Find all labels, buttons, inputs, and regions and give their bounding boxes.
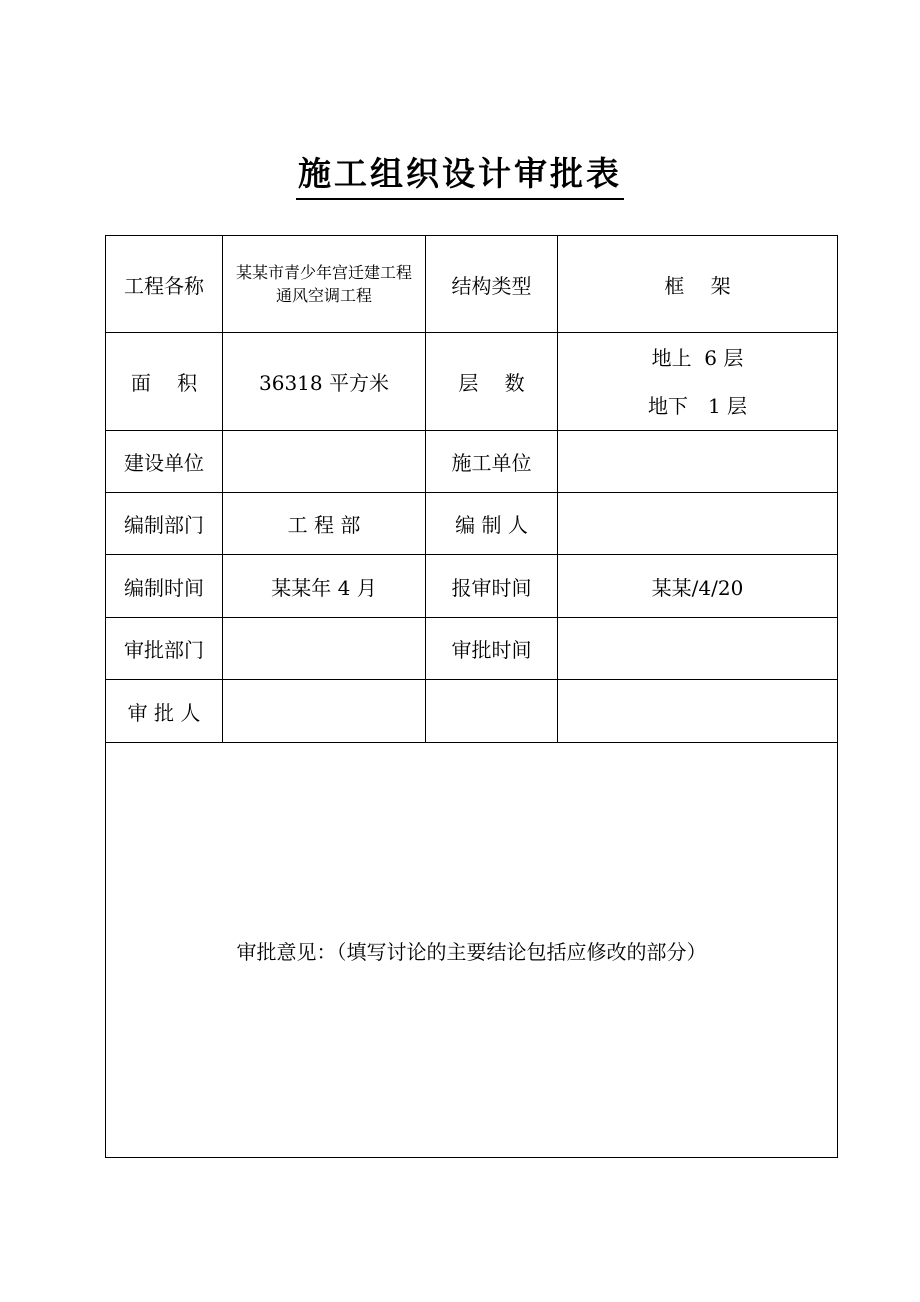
- approve-time-field[interactable]: [558, 618, 838, 680]
- contractor-label: 施工单位: [426, 431, 558, 493]
- approve-dept-label: 审批部门: [106, 618, 223, 680]
- submit-time-field[interactable]: 某某/4/20: [558, 555, 838, 618]
- prepare-dept-field[interactable]: 工 程 部: [223, 493, 426, 555]
- preparer-field[interactable]: [558, 493, 838, 555]
- preparer-label: 编 制 人: [426, 493, 558, 555]
- project-name-field[interactable]: [223, 236, 426, 333]
- approver-field[interactable]: [223, 680, 426, 743]
- project-name-line1: 某某市青少年宫迁建工程: [235, 263, 412, 282]
- project-name-line2: 通风空调工程: [275, 286, 372, 305]
- floors-label: 层 数: [426, 333, 558, 431]
- row-opinion: [106, 743, 838, 1158]
- prepare-dept-label: 编制部门: [106, 493, 223, 555]
- area-field[interactable]: 36318 平方米: [223, 333, 426, 431]
- floors-above-ground: 地上 6 层: [651, 345, 744, 370]
- page-title-text: 施工组织设计审批表: [296, 152, 624, 200]
- area-label: 面 积: [106, 333, 223, 431]
- approval-opinion-label: 审批意见：（填写讨论的主要结论包括应修改的部分）: [236, 939, 707, 964]
- contractor-field[interactable]: [558, 431, 838, 493]
- floors-below-ground: 地下 1 层: [647, 393, 748, 418]
- row-prepare-time: [106, 555, 838, 618]
- row-units: [106, 431, 838, 493]
- page-title: [0, 152, 920, 200]
- construction-owner-field[interactable]: [223, 431, 426, 493]
- prepare-time-label: 编制时间: [106, 555, 223, 618]
- row-area: [106, 333, 838, 431]
- row-approve-dept: [106, 618, 838, 680]
- approve-time-label: 审批时间: [426, 618, 558, 680]
- row-project-name: [106, 236, 838, 333]
- construction-owner-label: 建设单位: [106, 431, 223, 493]
- approval-opinion-field[interactable]: [106, 743, 838, 1158]
- structure-type-field[interactable]: 框 架: [558, 236, 838, 333]
- row-approver: [106, 680, 838, 743]
- approver-extra-field[interactable]: [558, 680, 838, 743]
- floors-field[interactable]: [558, 333, 838, 431]
- prepare-time-field[interactable]: 某某年 4 月: [223, 555, 426, 618]
- approval-form-table: [105, 235, 838, 1158]
- row-prepare-dept: [106, 493, 838, 555]
- structure-type-label: 结构类型: [426, 236, 558, 333]
- approve-dept-field[interactable]: [223, 618, 426, 680]
- approver-label: 审 批 人: [106, 680, 223, 743]
- project-name-label: 工程各称: [106, 236, 223, 333]
- approver-extra-label: [426, 680, 558, 743]
- submit-time-label: 报审时间: [426, 555, 558, 618]
